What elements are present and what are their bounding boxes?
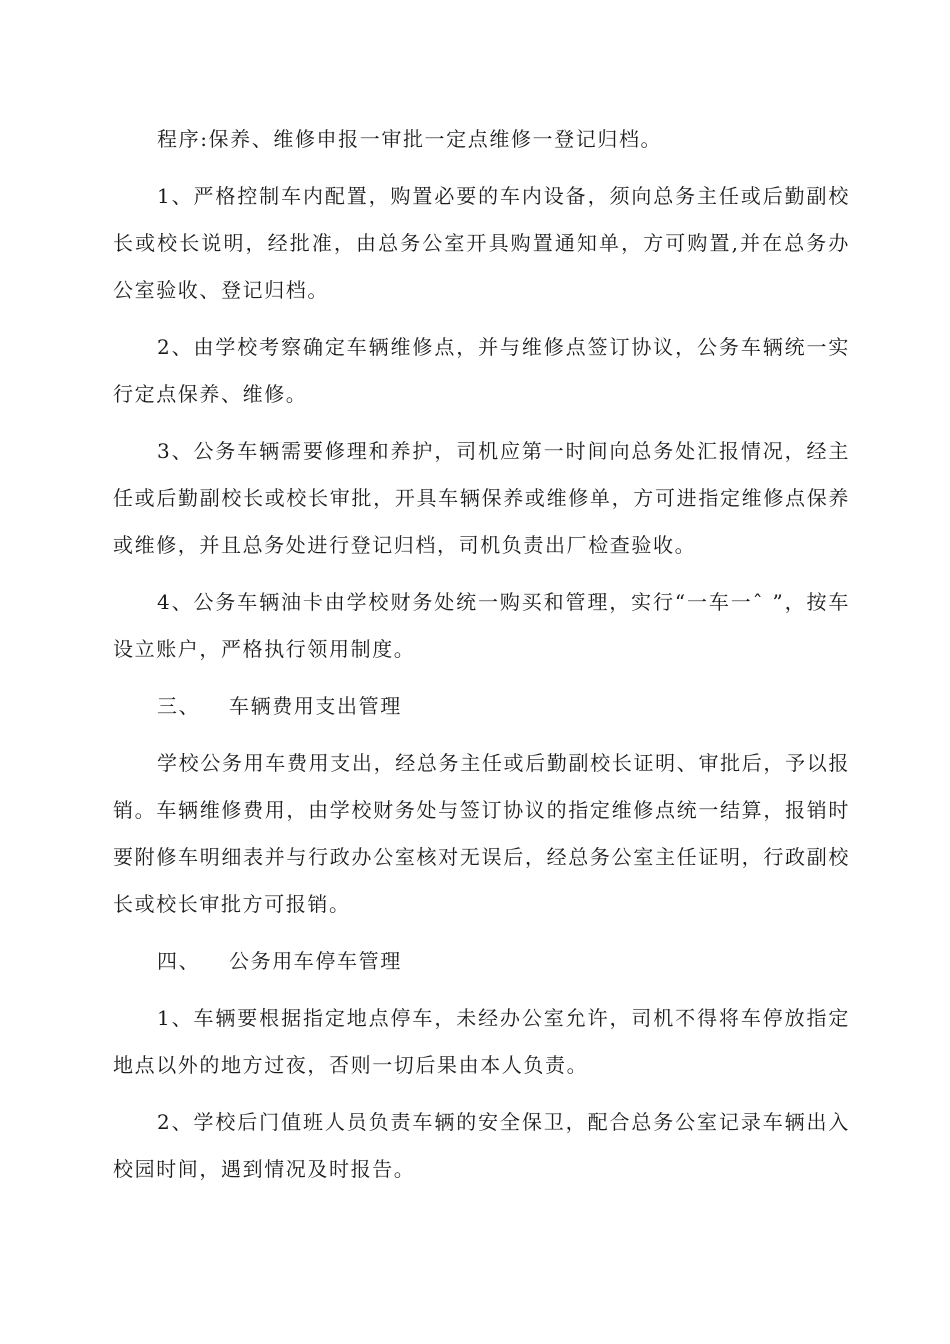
paragraph-expense: 学校公务用车费用支出，经总务主任或后勤副校长证明、审批后，予以报销。车辆维修费用，由学校财务处与签订协议的指定维修点统一结算，报销时要附修车明细表并与行政办公室核对无误后，经总务公室主任证明，行政副校长或校长审批方可报销。	[113, 751, 850, 916]
section-heading-3	[113, 683, 850, 730]
document-body	[113, 116, 850, 1193]
section-heading-4	[113, 938, 850, 985]
paragraph-parking-1: 1、车辆要根据指定地点停车，未经办公室允许，司机不得将车停放指定地点以外的地方过夜，否则一切后果由本人负责。	[113, 1006, 850, 1077]
paragraph-item-3: 3、公务车辆需要修理和养护，司机应第一时间向总务处汇报情况，经主任或后勤副校长或校长审批，开具车辆保养或维修单，方可进指定维修点保养或维修，并且总务处进行登记归档，司机负责出厂检查验收。	[113, 439, 850, 557]
paragraph-procedure: 程序:保养、维修申报一审批一定点维修一登记归档。	[157, 127, 663, 151]
paragraph-item-1: 1、严格控制车内配置，购置必要的车内设备，须向总务主任或后勤副校长或校长说明，经批准，由总务公室开具购置通知单，方可购置,并在总务办公室验收、登记归档。	[113, 184, 850, 302]
paragraph-parking-2: 2、学校后门值班人员负责车辆的安全保卫，配合总务公室记录车辆出入校园时间，遇到情况及时报告。	[113, 1110, 850, 1181]
section-title: 公务用车停车管理	[229, 949, 402, 973]
paragraph-item-4: 4、公务车辆油卡由学校财务处统一购买和管理，实行“一车一ˆ ”，按车设立账户，严格执行领用制度。	[113, 590, 850, 661]
section-number: 四、	[157, 949, 201, 973]
paragraph-item-2: 2、由学校考察确定车辆维修点，并与维修点签订协议，公务车辆统一实行定点保养、维修。	[113, 335, 850, 406]
section-number: 三、	[157, 694, 201, 718]
section-title: 车辆费用支出管理	[229, 694, 402, 718]
